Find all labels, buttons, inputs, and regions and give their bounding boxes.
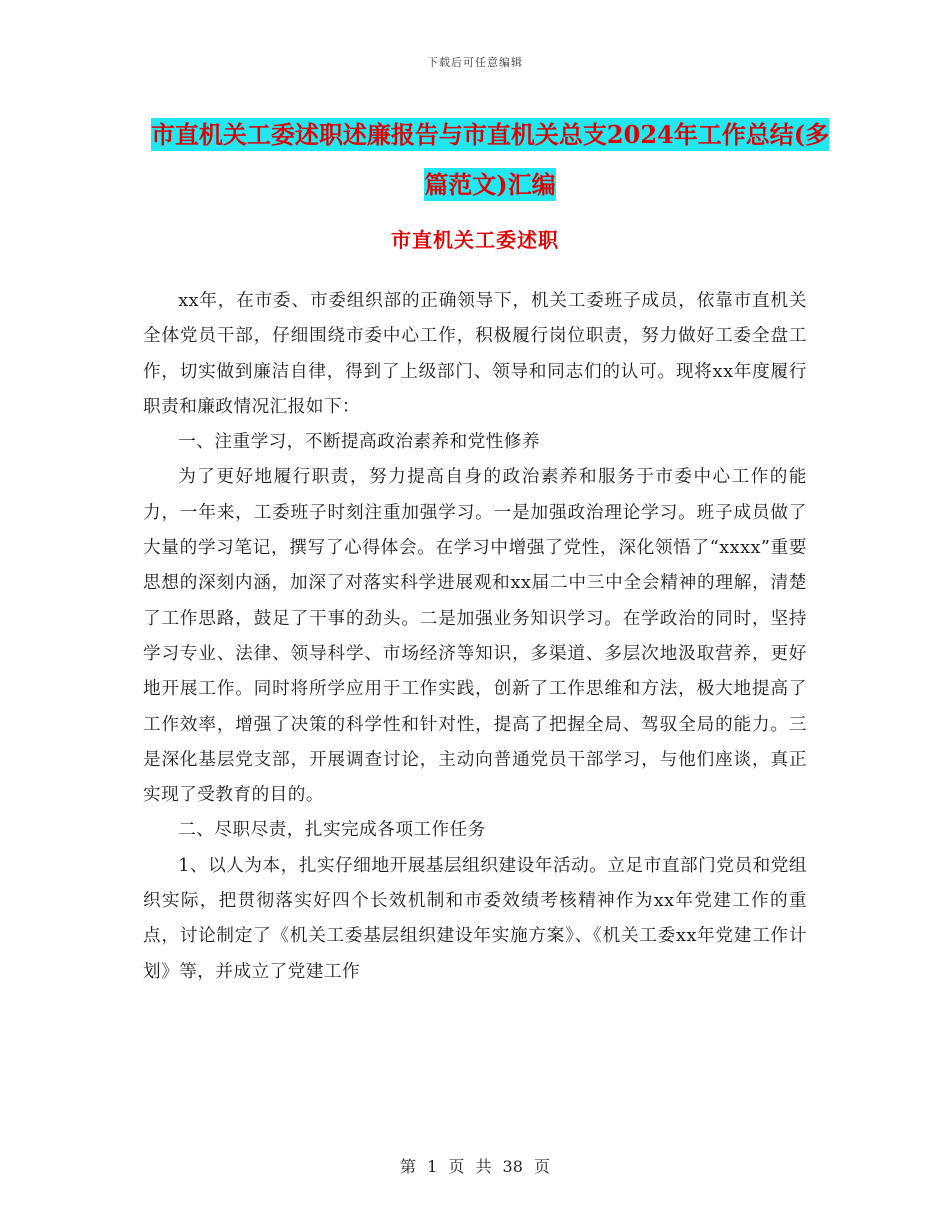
- paragraph-org-building: 1、以人为本，扎实仔细地开展基层组织建设年活动。立足市直部门党员和党组织实际，把贯彻落实好四个长效机制和市委效绩考核精神作为xx年党建工作的重点，讨论制定了《机关工委基层组织建设年实施方案》、《机关工委xx年党建工作计划》等，并成立了党建工作: [143, 855, 807, 982]
- heading-two: 二、尽职尽责，扎实完成各项工作任务: [178, 820, 486, 841]
- heading-one: 一、注重学习，不断提高政治素养和党性修养: [178, 432, 541, 453]
- paragraph-intro: xx年，在市委、市委组织部的正确领导下，机关工委班子成员，依靠市直机关全体党员干部，仔细围绕市委中心工作，积极履行岗位职责，努力做好工委全盘工作，切实做到廉洁自律，得到了上级部门、领导和同志们的认可。现将xx年度履行职责和廉政情况汇报如下：: [143, 291, 807, 417]
- page-footer: 第 1 页 共 38 页: [400, 1157, 550, 1176]
- header-note: 下载后可任意编辑: [427, 56, 523, 69]
- section-title: 市直机关工委述职: [391, 228, 559, 252]
- paragraph-study: 为了更好地履行职责，努力提高自身的政治素养和服务于市委中心工作的能力，一年来，工委班子时刻注重加强学习。一是加强政治理论学习。班子成员做了大量的学习笔记，撰写了心得体会。在学习中增强了党性，深化领悟了“xxxx”重要思想的深刻内涵，加深了对落实科学进展观和xx届二中三中全会精神的理解，清楚了工作思路，鼓足了干事的劲头。二是加强业务知识学习。在学政治的同时，坚持学习专业、法律、领导科学、市场经济等知识，多渠道、多层次地汲取营养，更好地开展工作。同时将所学应用于工作实践，创新了工作思维和方法，极大地提高了工作效率，增强了决策的科学性和针对性，提高了把握全局、驾驭全局的能力。三是深化基层党支部，开展调查讨论，主动向普通党员干部学习，与他们座谈，真正实现了受教育的目的。: [143, 467, 807, 806]
- document-body: [143, 284, 807, 990]
- document-title-text: 市直机关工委述职述廉报告与市直机关总支2024年工作总结(多篇范文)汇编: [150, 120, 830, 199]
- document-title: [145, 110, 835, 210]
